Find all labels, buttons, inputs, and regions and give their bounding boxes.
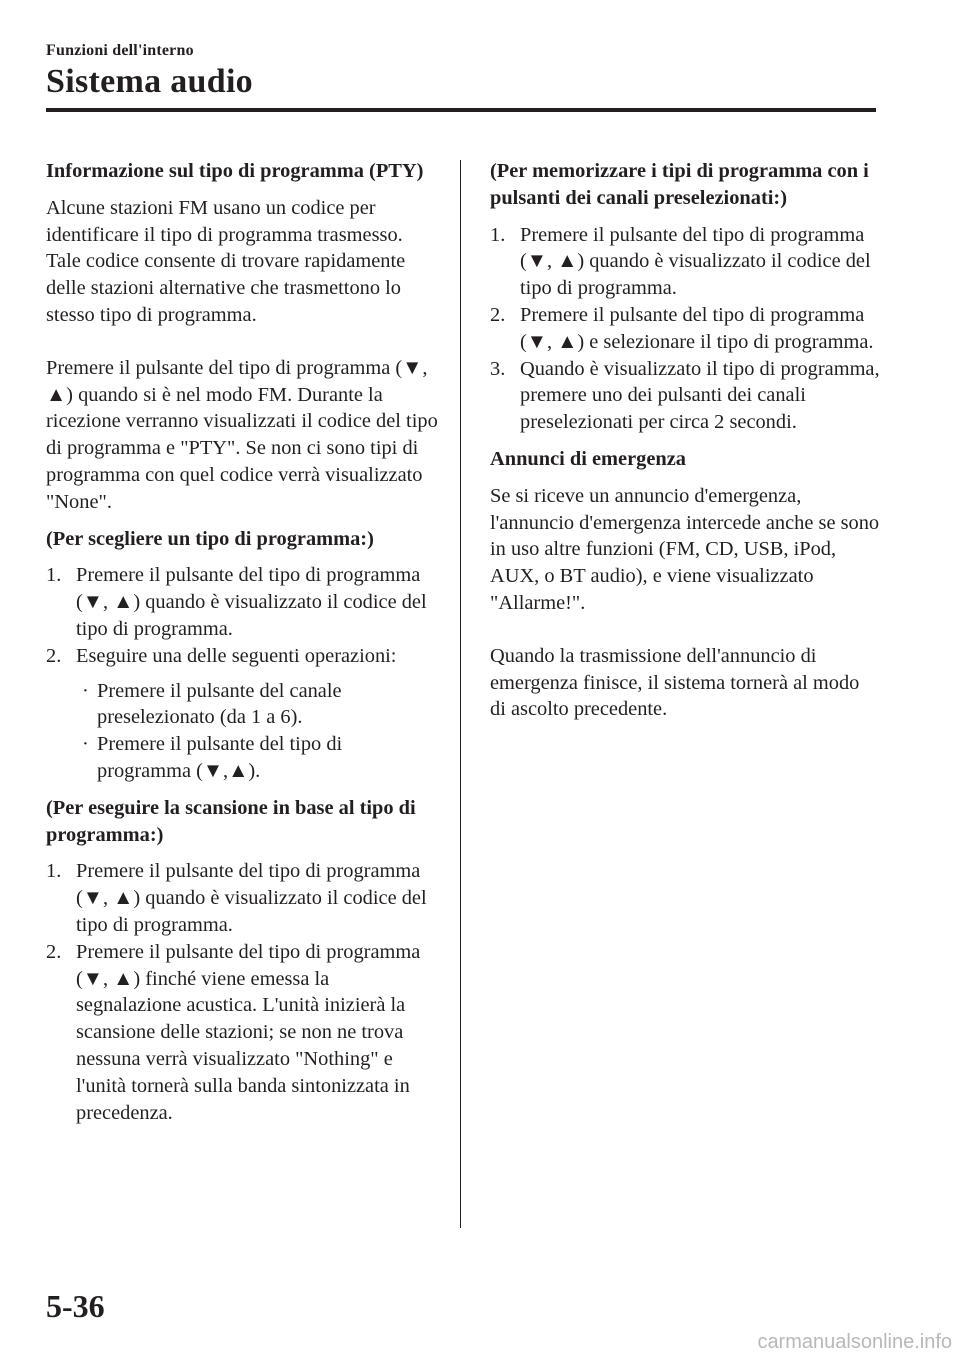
select-pty-options: [76, 678, 438, 785]
right-column: [490, 158, 880, 733]
scan-pty-steps: [46, 858, 438, 1126]
step-text: Premere il pulsante del tipo di programma (▼, ▲) quando è visualizzato il codice del tipo di programma.: [76, 564, 427, 640]
list-item: [46, 939, 438, 1127]
step-text: Premere il pulsante del tipo di programma (▼, ▲) finché viene emessa la segnalazione acustica. L'unità inizierà la scansione delle stazioni; se non ne trova nessuna verrà visualizzato "Nothing" e l'unità tornerà sulla banda sintonizzata in precedenza.: [76, 940, 421, 1124]
emergency-paragraph: Se si riceve un annuncio d'emergenza, l'annuncio d'emergenza intercede anche se sono in uso altre funzioni (FM, CD, USB, iPod, AUX, o BT audio), e viene visualizzato "Allarme!".: [490, 484, 880, 614]
watermark: carmanualsonline.info: [757, 1331, 952, 1353]
pty-usage-paragraph: Premere il pulsante del tipo di programma (▼, ▲) quando si è nel modo FM. Durante la ricezione verranno visualizzati il codice del tipo di programma e "PTY". Se non ci sono tipi di programma con quel codice verrà visualizzato "None".: [46, 356, 438, 513]
bullet-text: Premere il pulsante del tipo di programma (▼,▲).: [97, 733, 343, 782]
left-column: [46, 158, 438, 1136]
store-pty-heading: (Per memorizzare i tipi di programma con i pulsanti dei canali preselezionati:): [490, 160, 869, 209]
section-label: Funzioni dell'interno: [46, 42, 194, 59]
list-item: [46, 643, 438, 785]
list-item: [490, 222, 880, 302]
step-number: 1.: [490, 223, 506, 246]
page-title: Sistema audio: [46, 63, 253, 100]
select-pty-heading: (Per scegliere un tipo di programma:): [46, 527, 374, 550]
step-text: Premere il pulsante del tipo di programma (▼, ▲) quando è visualizzato il codice del tipo di programma.: [76, 860, 427, 936]
page-number: 5-36: [46, 1288, 105, 1324]
step-number: 2.: [46, 940, 62, 963]
step-text: Quando è visualizzato il tipo di programma, premere uno dei pulsanti dei canali preselezionati per circa 2 secondi.: [520, 357, 880, 434]
step-number: 1.: [46, 564, 62, 587]
list-item: [46, 858, 438, 938]
store-pty-steps: [490, 222, 880, 436]
emergency-heading: Annunci di emergenza: [490, 447, 686, 470]
bullet-dot: ·: [82, 679, 89, 702]
list-item: [76, 731, 438, 785]
step-number: 2.: [490, 303, 506, 326]
scan-pty-heading: (Per eseguire la scansione in base al tipo di programma:): [46, 796, 416, 846]
list-item: [76, 678, 438, 732]
bullet-dot: ·: [82, 733, 89, 756]
emergency-end-paragraph: Quando la trasmissione dell'annuncio di emergenza finisce, il sistema tornerà al modo di ascolto precedente.: [490, 644, 860, 721]
pty-heading: Informazione sul tipo di programma (PTY): [46, 160, 424, 182]
column-divider: [460, 160, 461, 1228]
list-item: [490, 302, 880, 356]
step-number: 1.: [46, 860, 62, 883]
header-rule: [46, 108, 876, 112]
list-item: [490, 356, 880, 436]
select-pty-steps: [46, 562, 438, 784]
list-item: [46, 562, 438, 642]
step-number: 3.: [490, 357, 506, 380]
step-text: Premere il pulsante del tipo di programma (▼, ▲) quando è visualizzato il codice del tipo di programma.: [520, 223, 871, 300]
step-text: Premere il pulsante del tipo di programma (▼, ▲) e selezionare il tipo di programma.: [520, 303, 874, 353]
pty-intro-paragraph: Alcune stazioni FM usano un codice per identificare il tipo di programma trasmesso. Tale codice consente di trovare rapidamente delle stazioni alternative che trasmettono lo stesso tipo di programma.: [46, 196, 406, 326]
step-text: Eseguire una delle seguenti operazioni:: [76, 644, 397, 667]
bullet-text: Premere il pulsante del canale preselezionato (da 1 a 6).: [97, 679, 342, 729]
step-number: 2.: [46, 644, 62, 667]
